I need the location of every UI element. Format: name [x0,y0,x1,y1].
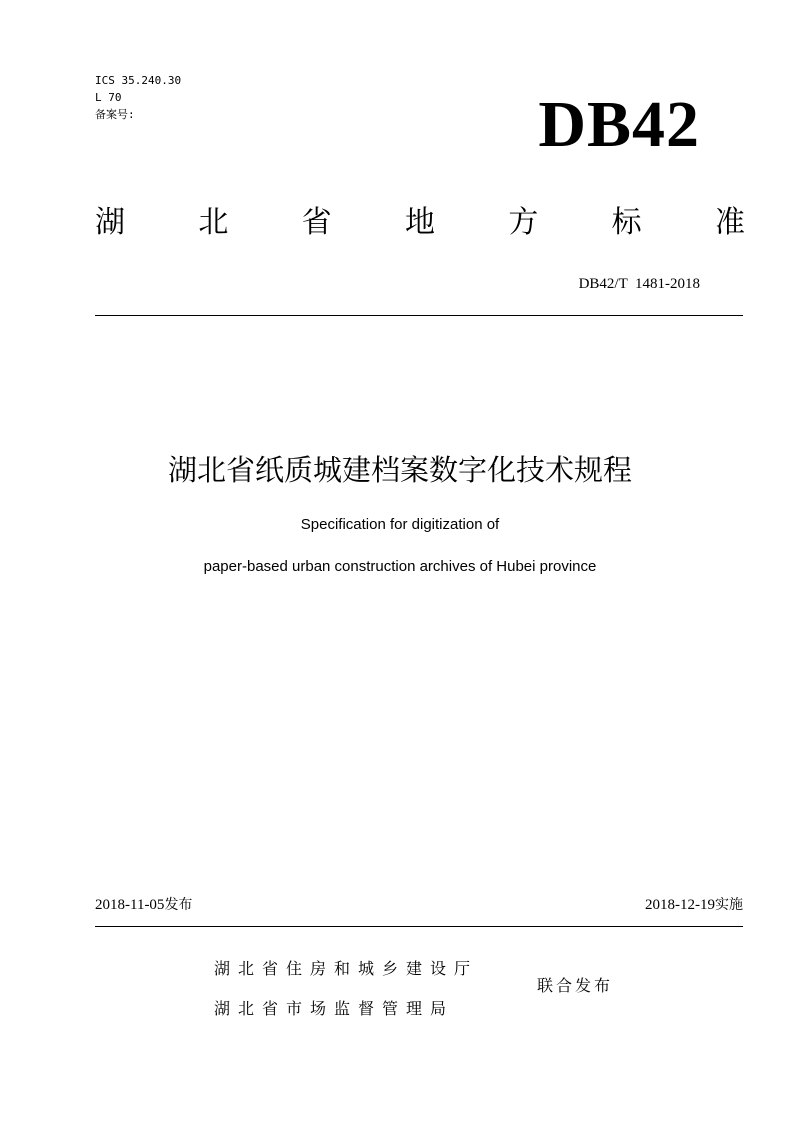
standard-type-title [95,203,745,243]
implementation-date-label: 实施 [715,897,743,913]
standard-type-char: 准 [714,205,745,240]
standard-type-char: 标 [611,205,642,240]
standard-code-logo: DB42 [538,88,700,161]
standard-type-char: 省 [301,205,332,240]
bottom-divider [95,926,743,927]
issue-date [95,895,192,915]
issue-date-label: 发布 [164,897,193,913]
ics-code: ICS 35.240.30 [95,74,182,87]
english-title-line-2: paper-based urban construction archives of Hubei province [203,558,597,575]
english-title-line-1: Specification for digitization of [300,516,500,533]
document-title: 湖北省纸质城建档案数字化技术规程 [167,453,632,487]
implementation-date [645,895,743,915]
standard-type-char: 地 [404,205,435,240]
standard-type-char: 方 [508,205,539,240]
record-number-label: 备案号: [95,108,135,121]
ccs-code: L 70 [95,91,122,104]
standard-type-char: 北 [198,205,229,240]
implementation-date-value: 2018-12-19 [645,897,715,913]
top-divider [95,315,743,316]
publisher-housing-department: 湖北省住房和城乡建设厅 [214,959,479,978]
issue-date-value: 2018-11-05 [95,897,165,913]
standard-type-char: 湖 [95,205,125,240]
publisher-market-supervision-bureau: 湖北省市场监督管理局 [214,999,455,1018]
joint-publish-label: 联合发布 [537,976,614,995]
standard-number: DB42/T 1481-2018 [578,276,700,292]
